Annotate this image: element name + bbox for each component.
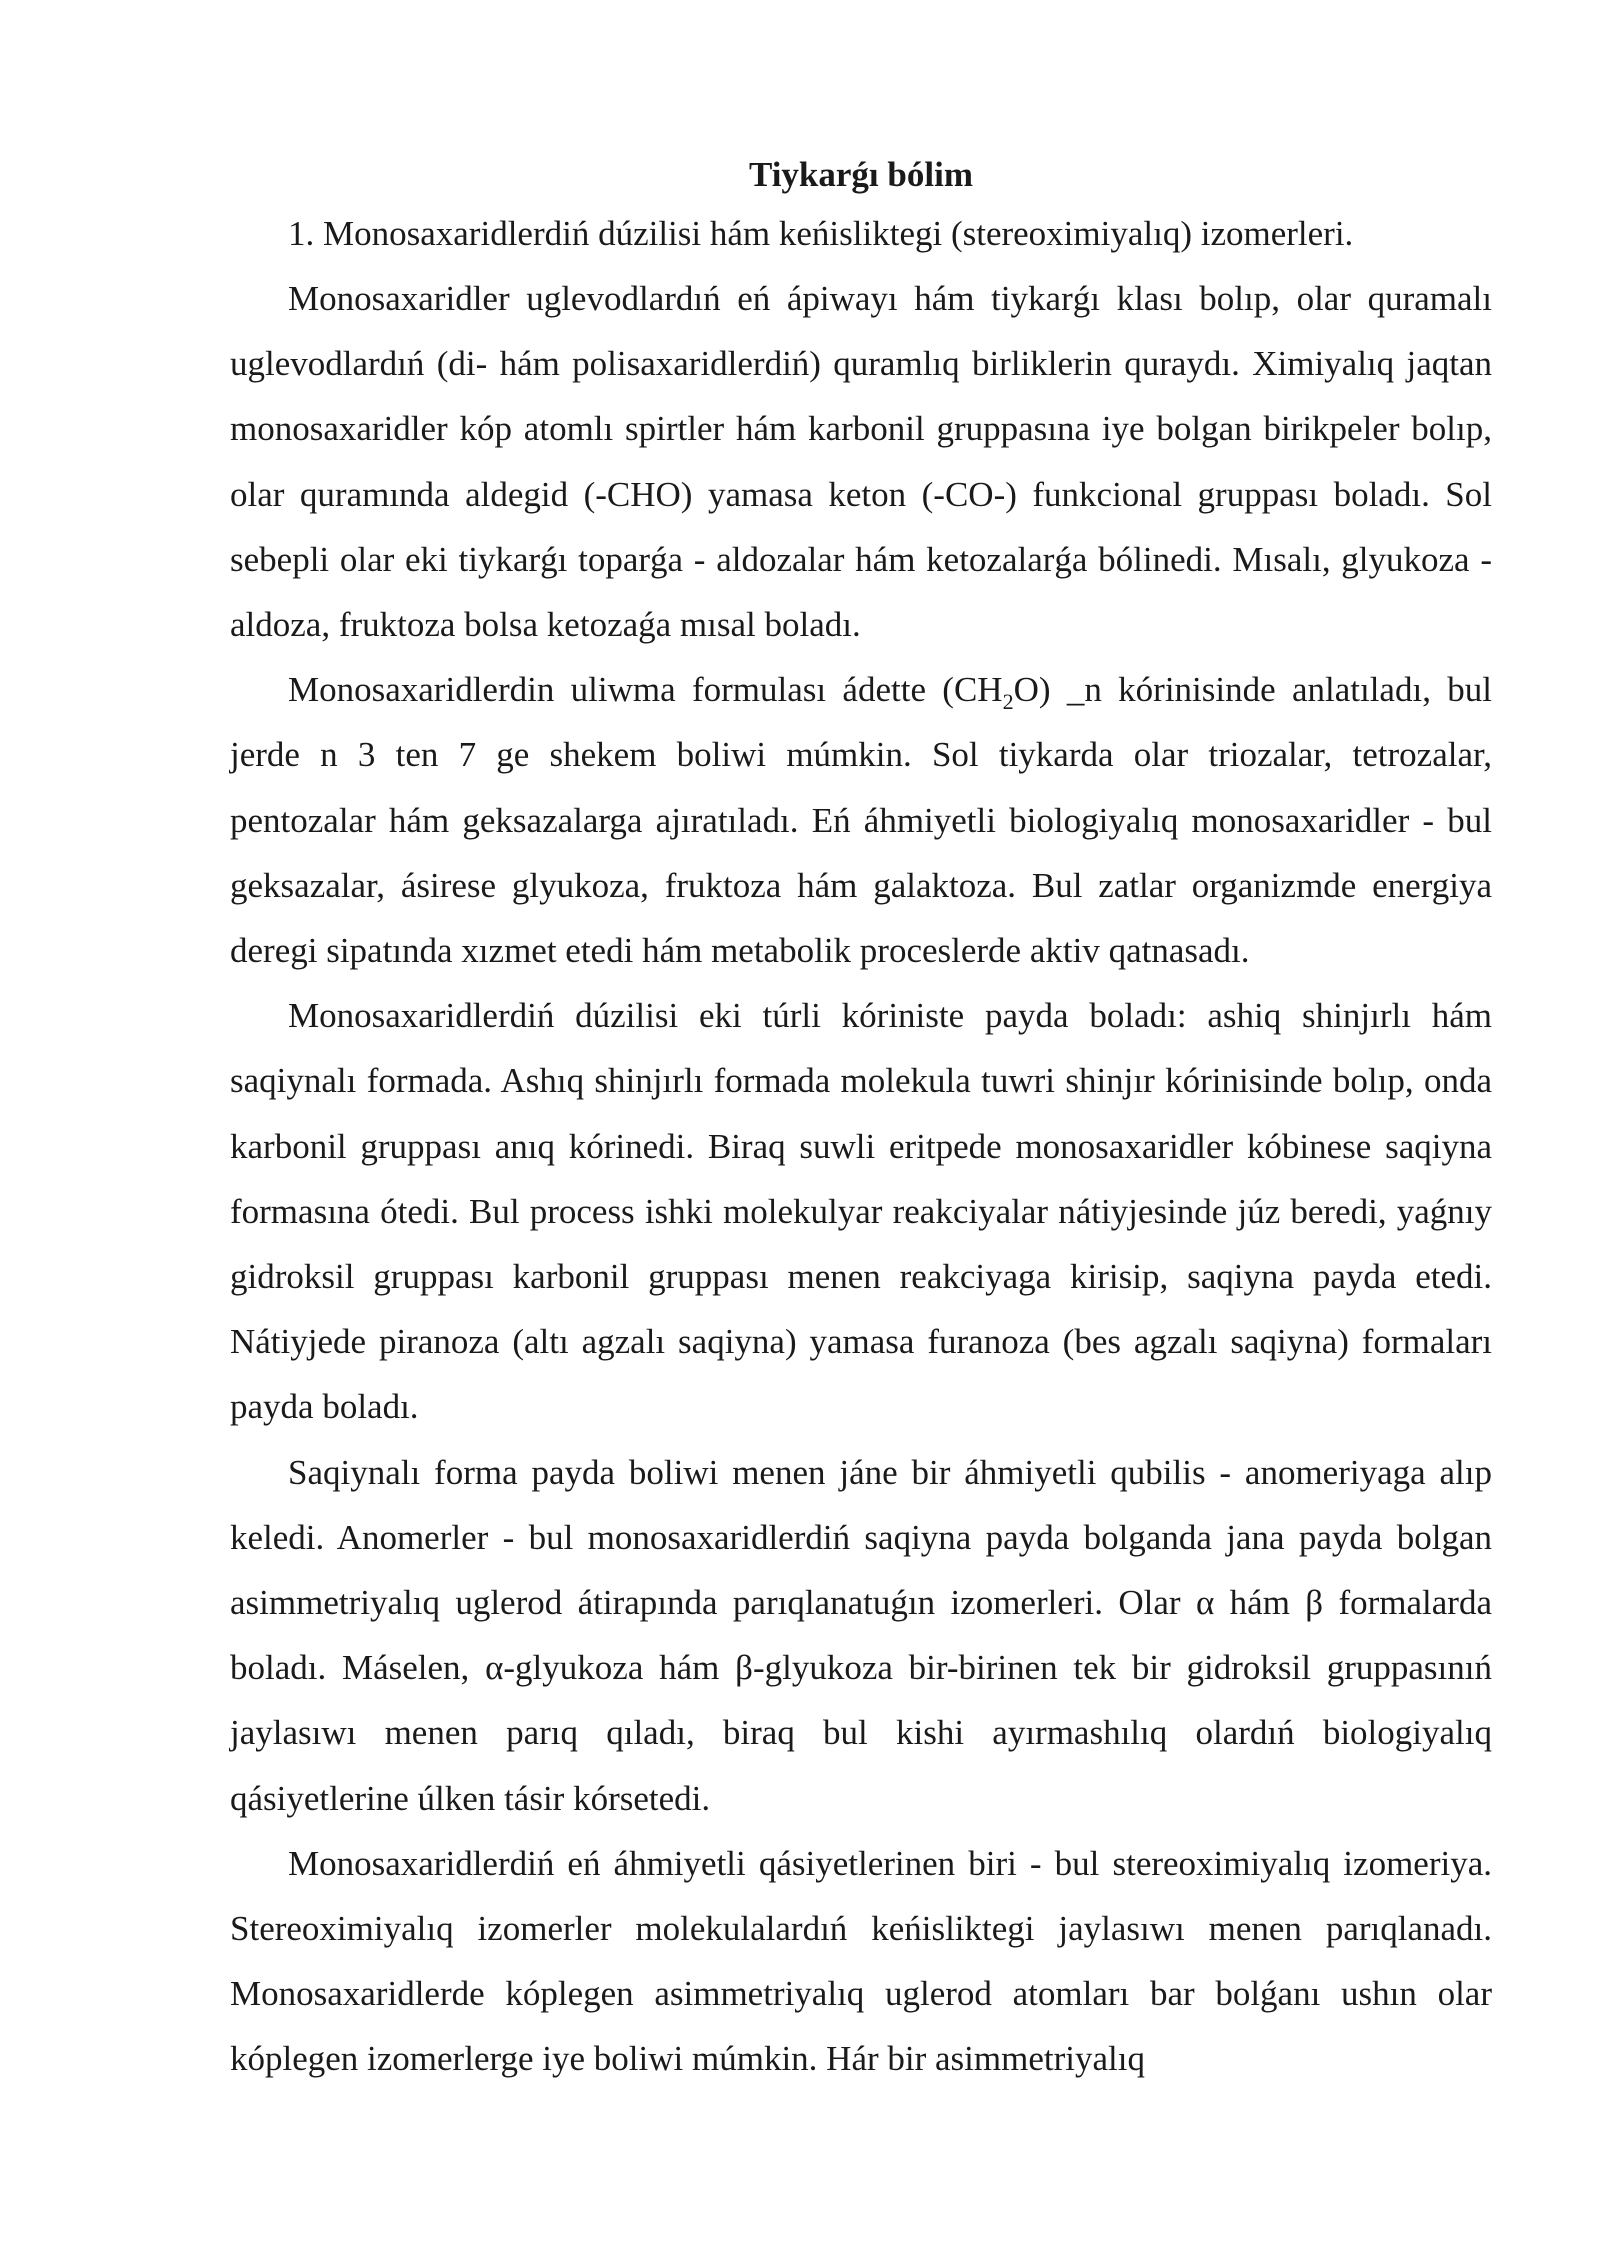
paragraph-anomers: Saqiynalı forma payda boliwi menen jáne bir áhmiyetli qubilis - anomeriyaga alıp keledi. Anomerler - bul monosaxaridlerdiń saqiyna payda bolganda jana payda bolgan asimmetriyalıq uglerod átirapında parıqlanatuǵın izomerleri. Olar α hám β formalarda boladı. Máselen, α-glyukoza hám β-glyukoza bir-birinen tek bir gidroksil gruppasınıń jaylasıwı menen parıq qıladı, biraq bul kishi ayırmashılıq olardıń biologiyalıq qásiyetlerine úlken tásir kórsetedi.: [230, 1452, 1492, 1818]
paragraph-general-formula: [230, 657, 1492, 983]
document-title: Tiykarǵı bólim: [749, 155, 973, 194]
paragraph-stereoisomerism: Monosaxaridlerdiń eń áhmiyetli qásiyetlerinen biri - bul stereoximiyalıq izomeriya. Stereoximiyalıq izomerler molekulalardıń keńisliktegi jaylasıwı menen parıqlanadı. Monosaxaridlerde kóplegen asimmetriyalıq uglerod atomları bar bolǵanı ushın olar kóplegen izomerlerge iye boliwi múmkin. Hár bir asimmetriyalıq: [230, 1843, 1492, 2079]
formula-text-after: O) _n kórinisinde anlatıladı, bul jerde n 3 ten 7 ge shekem boliwi múmkin. Sol tiykarda olar triozalar, tetrozalar, pentozalar hám geksazalarga ajıratıladı. Eń áhmiyetli biologiyalıq monosaxaridler - bul geksazalar, ásirese glyukoza, fruktoza hám galaktoza. Bul zatlar organizmde energiya deregi sipatında xızmet etedi hám metabolik proceslerde aktiv qatnasadı.: [230, 670, 1492, 971]
formula-subscript: 2: [1002, 689, 1014, 715]
section-heading: 1. Monosaxaridlerdiń dúzilisi hám keńisliktegi (stereoximiyalıq) izomerleri.: [288, 214, 1354, 253]
formula-text-before: Monosaxaridlerdin uliwma formulası ádette (CH: [288, 670, 1003, 710]
paragraph-monosaccharides-intro: Monosaxaridler uglevodlardıń eń ápiwayı hám tiykarǵı klası bolıp, olar quramalı uglevodlardıń (di- hám polisaxaridlerdiń) quramlıq birliklerin quraydı. Ximiyalıq jaqtan monosaxaridler kóp atomlı spirtler hám karbonil gruppasına iye bolgan birikpeler bolıp, olar quramında aldegid (-CHO) yamasa keton (-CO-) funkcional gruppası boladı. Sol sebepli olar eki tiykarǵı toparǵa - aldozalar hám ketozalarǵa bólinedi. Mısalı, glyukoza - aldoza, fruktoza bolsa ketozaǵa mısal boladı.: [230, 279, 1492, 645]
paragraph-structure-forms: Monosaxaridlerdiń dúzilisi eki túrli kóriniste payda boladı: ashiq shinjırlı hám saqiynalı formada. Ashıq shinjırlı formada molekula tuwri shinjır kórinisinde bolıp, onda karbonil gruppası anıq kórinedi. Biraq suwli eritpede monosaxaridler kóbinese saqiyna formasına ótedi. Bul process ishki molekulyar reakciyalar nátiyjesinde júz beredi, yaǵnıy gidroksil gruppası karbonil gruppası menen reakciyaga kirisip, saqiyna payda etedi. Nátiyjede piranoza (altı agzalı saqiyna) yamasa furanoza (bes agzalı saqiyna) formaları payda boladı.: [230, 996, 1492, 1427]
document-page: [230, 148, 1492, 2092]
